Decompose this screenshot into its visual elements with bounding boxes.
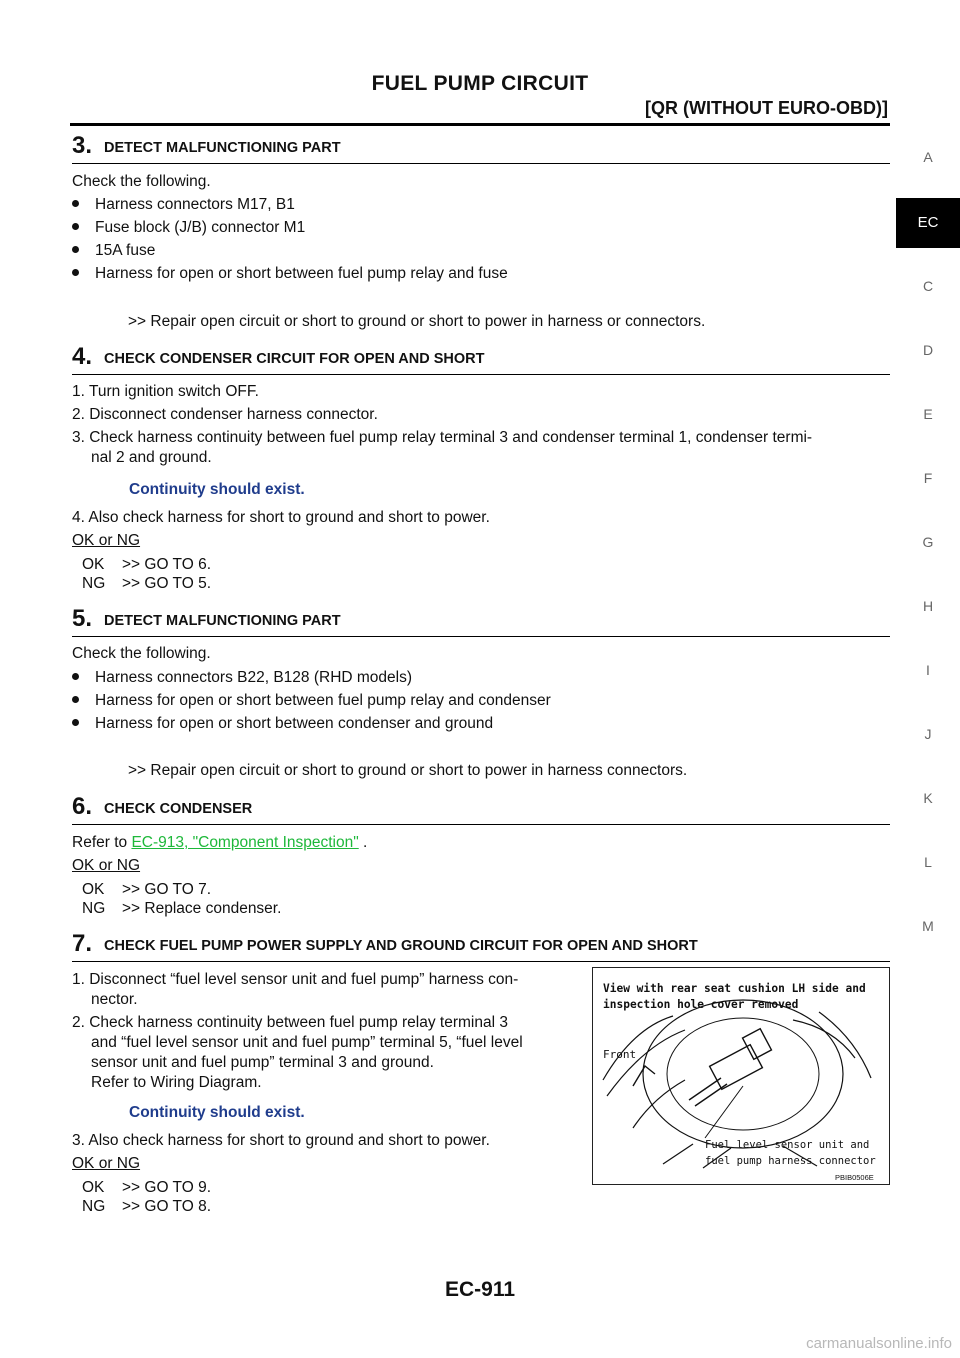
step-7-ok-result	[82, 1178, 211, 1197]
step-6-ok-result	[82, 880, 211, 899]
step-7-line-2: nector.	[91, 991, 138, 1008]
step-6-heading	[72, 795, 890, 819]
bullet-text: Harness connectors M17, B1	[95, 196, 295, 213]
step-7-line-6: Refer to Wiring Diagram.	[91, 1074, 262, 1091]
bullet-icon	[72, 696, 79, 703]
step-7-line-3: 2. Check harness continuity between fuel pump relay terminal 3	[72, 1014, 508, 1031]
inspection-figure	[592, 967, 890, 1185]
result-value: >> GO TO 8.	[122, 1198, 212, 1215]
result-key: NG	[82, 575, 106, 592]
side-tab-d[interactable]: D	[922, 342, 934, 358]
step-title: DETECT MALFUNCTIONING PART	[104, 140, 341, 156]
result-value: >> GO TO 9.	[122, 1179, 212, 1196]
result-key: NG	[82, 900, 106, 917]
step-title: DETECT MALFUNCTIONING PART	[104, 613, 341, 629]
bullet-text: Harness connectors B22, B128 (RHD models)	[95, 669, 413, 686]
step-title: CHECK CONDENSER	[104, 801, 253, 817]
step-rule	[72, 961, 890, 962]
page-title: FUEL PUMP CIRCUIT	[371, 72, 589, 95]
side-tab-f[interactable]: F	[923, 470, 933, 486]
bullet-item	[72, 264, 508, 284]
bullet-item	[72, 195, 295, 215]
step-7-spec: Continuity should exist.	[129, 1104, 305, 1121]
result-key: OK	[82, 881, 105, 898]
bullet-icon	[72, 223, 79, 230]
step-rule	[72, 374, 890, 375]
bullet-text: Harness for open or short between condenser and ground	[95, 715, 494, 732]
step-6-ng-result	[82, 899, 281, 918]
step-5-intro: Check the following.	[72, 645, 211, 662]
step-7-ng-result	[82, 1197, 211, 1216]
result-key: OK	[82, 556, 105, 573]
step-7-heading	[72, 932, 890, 956]
bullet-icon	[72, 673, 79, 680]
result-value: >> Replace condenser.	[122, 900, 282, 917]
header-rule	[70, 123, 890, 126]
side-tab-j[interactable]: J	[924, 726, 932, 742]
page-number: EC-911	[444, 1278, 516, 1301]
connector-label-2: fuel pump harness connector	[705, 1155, 876, 1167]
step-rule	[72, 163, 890, 164]
figure-code: PBIB0506E	[835, 1173, 874, 1182]
connector-label-1: Fuel level sensor unit and	[705, 1139, 870, 1151]
step-6-ok-or-ng: OK or NG	[72, 857, 141, 874]
side-tab-h[interactable]: H	[922, 598, 934, 614]
side-tab-e[interactable]: E	[923, 406, 933, 422]
step-4-line-3a: 3. Check harness continuity between fuel pump relay terminal 3 and condenser terminal 1, condenser termi-	[72, 429, 813, 446]
side-tab-ec[interactable]: EC	[896, 198, 960, 248]
bullet-item	[72, 218, 305, 238]
step-title: CHECK FUEL PUMP POWER SUPPLY AND GROUND CIRCUIT FOR OPEN AND SHORT	[104, 938, 698, 954]
step-7-line-1: 1. Disconnect “fuel level sensor unit and fuel pump” harness con-	[72, 971, 519, 988]
step-rule	[72, 636, 890, 637]
bullet-text: Harness for open or short between fuel pump relay and condenser	[95, 692, 551, 709]
step-4-ok-result	[82, 555, 211, 574]
step-3-heading	[72, 134, 890, 158]
step-5-result: >> Repair open circuit or short to ground or short to power in harness connectors.	[128, 762, 688, 779]
step-number: 5.	[72, 605, 93, 632]
step-4-spec: Continuity should exist.	[129, 481, 305, 498]
side-tab-g[interactable]: G	[922, 534, 934, 550]
step-4-heading	[72, 345, 890, 369]
step-4-ng-result	[82, 574, 211, 593]
step-rule	[72, 824, 890, 825]
figure-caption-1: View with rear seat cushion LH side and	[603, 982, 866, 995]
side-tab-i[interactable]: I	[926, 662, 930, 678]
step-number: 3.	[72, 132, 93, 159]
bullet-item	[72, 668, 412, 688]
side-tab-l[interactable]: L	[924, 854, 932, 870]
bullet-text: 15A fuse	[95, 242, 156, 259]
step-4-line-1: 1. Turn ignition switch OFF.	[72, 383, 259, 400]
bullet-icon	[72, 246, 79, 253]
step-7-line-4: and “fuel level sensor unit and fuel pump” terminal 5, “fuel level	[91, 1034, 523, 1051]
side-tab-k[interactable]: K	[923, 790, 933, 806]
side-tab-a[interactable]: A	[923, 149, 933, 165]
step-title: CHECK CONDENSER CIRCUIT FOR OPEN AND SHORT	[104, 351, 485, 367]
result-key: NG	[82, 1198, 106, 1215]
side-tab-m[interactable]: M	[922, 918, 934, 934]
step-7-line-5: sensor unit and fuel pump” terminal 3 and ground.	[91, 1054, 434, 1071]
fuel-pump-illustration	[593, 968, 889, 1184]
bullet-text: Fuse block (J/B) connector M1	[95, 219, 306, 236]
component-inspection-link[interactable]: EC-913, "Component Inspection"	[131, 834, 359, 851]
step-3-result: >> Repair open circuit or short to ground or short to power in harness or connectors.	[128, 313, 706, 330]
step-7-ok-or-ng: OK or NG	[72, 1155, 141, 1172]
side-tab-c[interactable]: C	[922, 278, 934, 294]
step-number: 6.	[72, 793, 93, 820]
bullet-icon	[72, 719, 79, 726]
refer-prefix: Refer to	[72, 834, 132, 851]
step-4-line-3b: nal 2 and ground.	[91, 449, 212, 466]
result-value: >> GO TO 6.	[122, 556, 212, 573]
bullet-item	[72, 241, 155, 261]
step-5-heading	[72, 607, 890, 631]
step-3-intro: Check the following.	[72, 173, 211, 190]
figure-caption-2: inspection hole cover removed	[603, 998, 799, 1011]
step-6-refer	[72, 833, 367, 853]
bullet-item	[72, 691, 551, 711]
bullet-icon	[72, 269, 79, 276]
bullet-item	[72, 714, 493, 734]
refer-suffix: .	[358, 834, 368, 851]
watermark: carmanualsonline.info	[806, 1335, 952, 1352]
result-value: >> GO TO 7.	[122, 881, 212, 898]
bullet-icon	[72, 200, 79, 207]
bullet-text: Harness for open or short between fuel pump relay and fuse	[95, 265, 508, 282]
result-key: OK	[82, 1179, 105, 1196]
front-label: Front	[603, 1048, 637, 1061]
result-value: >> GO TO 5.	[122, 575, 212, 592]
step-4-line-4: 4. Also check harness for short to ground and short to power.	[72, 509, 490, 526]
step-number: 7.	[72, 930, 93, 957]
page-subtitle: [QR (WITHOUT EURO-OBD)]	[645, 98, 888, 118]
step-4-ok-or-ng: OK or NG	[72, 532, 141, 549]
step-4-line-2: 2. Disconnect condenser harness connector.	[72, 406, 378, 423]
step-7-line-7: 3. Also check harness for short to ground and short to power.	[72, 1132, 490, 1149]
step-number: 4.	[72, 343, 93, 370]
